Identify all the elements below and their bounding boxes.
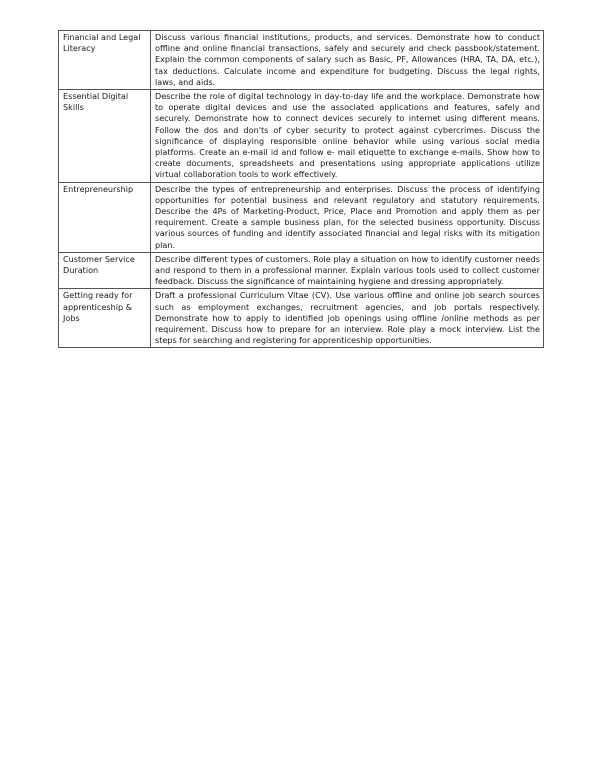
module-description-cell: Describe different types of customers. Role play a situation on how to identify customer needs and respond to them in a professional manner. Explain various tools used to collect customer feedback. Discuss the significance of maintaining hygiene and dressing appropriately. <box>151 252 544 289</box>
table-row <box>59 90 544 183</box>
module-name-cell: Financial and Legal Literacy <box>59 31 151 90</box>
module-description-cell: Discuss various financial institutions, products, and services. Demonstrate how to conduct offline and online financial transactions, safely and securely and check passbook/statement. Explain the common components of salary such as Basic, PF, Allowances (HRA, TA, DA, etc.), tax deductions. Calculate income and expenditure for budgeting. Discuss the legal rights, laws, and aids. <box>151 31 544 90</box>
module-name-cell: Entrepreneurship <box>59 182 151 252</box>
module-name-cell: Getting ready for apprenticeship & Jobs <box>59 289 151 348</box>
table-row <box>59 31 544 90</box>
table-row <box>59 289 544 348</box>
module-name-cell: Customer Service Duration <box>59 252 151 289</box>
module-description-cell: Draft a professional Curriculum Vitae (CV). Use various offline and online job search sources such as employment exchanges, recruitment agencies, and job portals respectively. Demonstrate how to apply to identified job openings using offline /online methods as per requirement. Discuss how to prepare for an interview. Role play a mock interview. List the steps for searching and registering for apprenticeship opportunities. <box>151 289 544 348</box>
curriculum-table <box>58 30 544 348</box>
table-row <box>59 182 544 252</box>
module-name-cell: Essential Digital Skills <box>59 90 151 183</box>
module-description-cell: Describe the types of entrepreneurship and enterprises. Discuss the process of identifying opportunities for potential business and relevant regulatory and statutory requirements. Describe the 4Ps of Marketing-Product, Price, Place and Promotion and apply them as per requirement. Create a sample business plan, for the selected business opportunity. Discuss various sources of funding and identify associated financial and legal risks with its mitigation plan. <box>151 182 544 252</box>
table-row <box>59 252 544 289</box>
module-description-cell: Describe the role of digital technology in day-to-day life and the workplace. Demonstrate how to operate digital devices and use the associated applications and features, safely and securely. Demonstrate how to connect devices securely to internet using different means. Follow the dos and don'ts of cyber security to protect against cybercrimes. Discuss the significance of displaying responsible online behavior while using various social media platforms. Create an e-mail id and follow e- mail etiquette to exchange e-mails. Show how to create documents, spreadsheets and presentations using appropriate applications utilize virtual collaboration tools to work effectively. <box>151 90 544 183</box>
